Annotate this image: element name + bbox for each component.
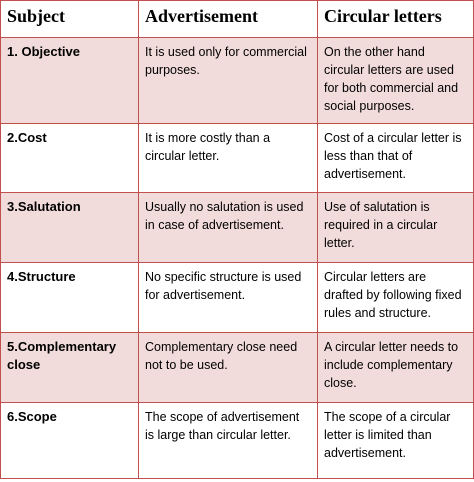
header-row — [1, 1, 474, 38]
header-circular-letters: Circular letters — [318, 1, 474, 38]
row-advertisement: Complementary close need not to be used. — [139, 333, 318, 403]
row-circular: A circular letter needs to include complementary close. — [318, 333, 474, 403]
table-row — [1, 193, 474, 263]
header-advertisement: Advertisement — [139, 1, 318, 38]
row-circular: On the other hand circular letters are used for both commercial and social purposes. — [318, 38, 474, 124]
row-advertisement: Usually no salutation is used in case of advertisement. — [139, 193, 318, 263]
table-row — [1, 38, 474, 124]
row-circular: Cost of a circular letter is less than that of advertisement. — [318, 124, 474, 193]
row-advertisement: The scope of advertisement is large than circular letter. — [139, 403, 318, 479]
row-subject: 3.Salutation — [1, 193, 139, 263]
row-circular: The scope of a circular letter is limited than advertisement. — [318, 403, 474, 479]
row-subject: 6.Scope — [1, 403, 139, 479]
row-subject: 2.Cost — [1, 124, 139, 193]
table-row — [1, 403, 474, 479]
row-circular: Circular letters are drafted by following fixed rules and structure. — [318, 263, 474, 333]
table-row — [1, 124, 474, 193]
header-subject: Subject — [1, 1, 139, 38]
table-row — [1, 333, 474, 403]
row-subject: 5.Complementary close — [1, 333, 139, 403]
row-subject: 4.Structure — [1, 263, 139, 333]
row-advertisement: It is more costly than a circular letter. — [139, 124, 318, 193]
row-subject: 1. Objective — [1, 38, 139, 124]
row-circular: Use of salutation is required in a circular letter. — [318, 193, 474, 263]
row-advertisement: No specific structure is used for advertisement. — [139, 263, 318, 333]
table-row — [1, 263, 474, 333]
row-advertisement: It is used only for commercial purposes. — [139, 38, 318, 124]
